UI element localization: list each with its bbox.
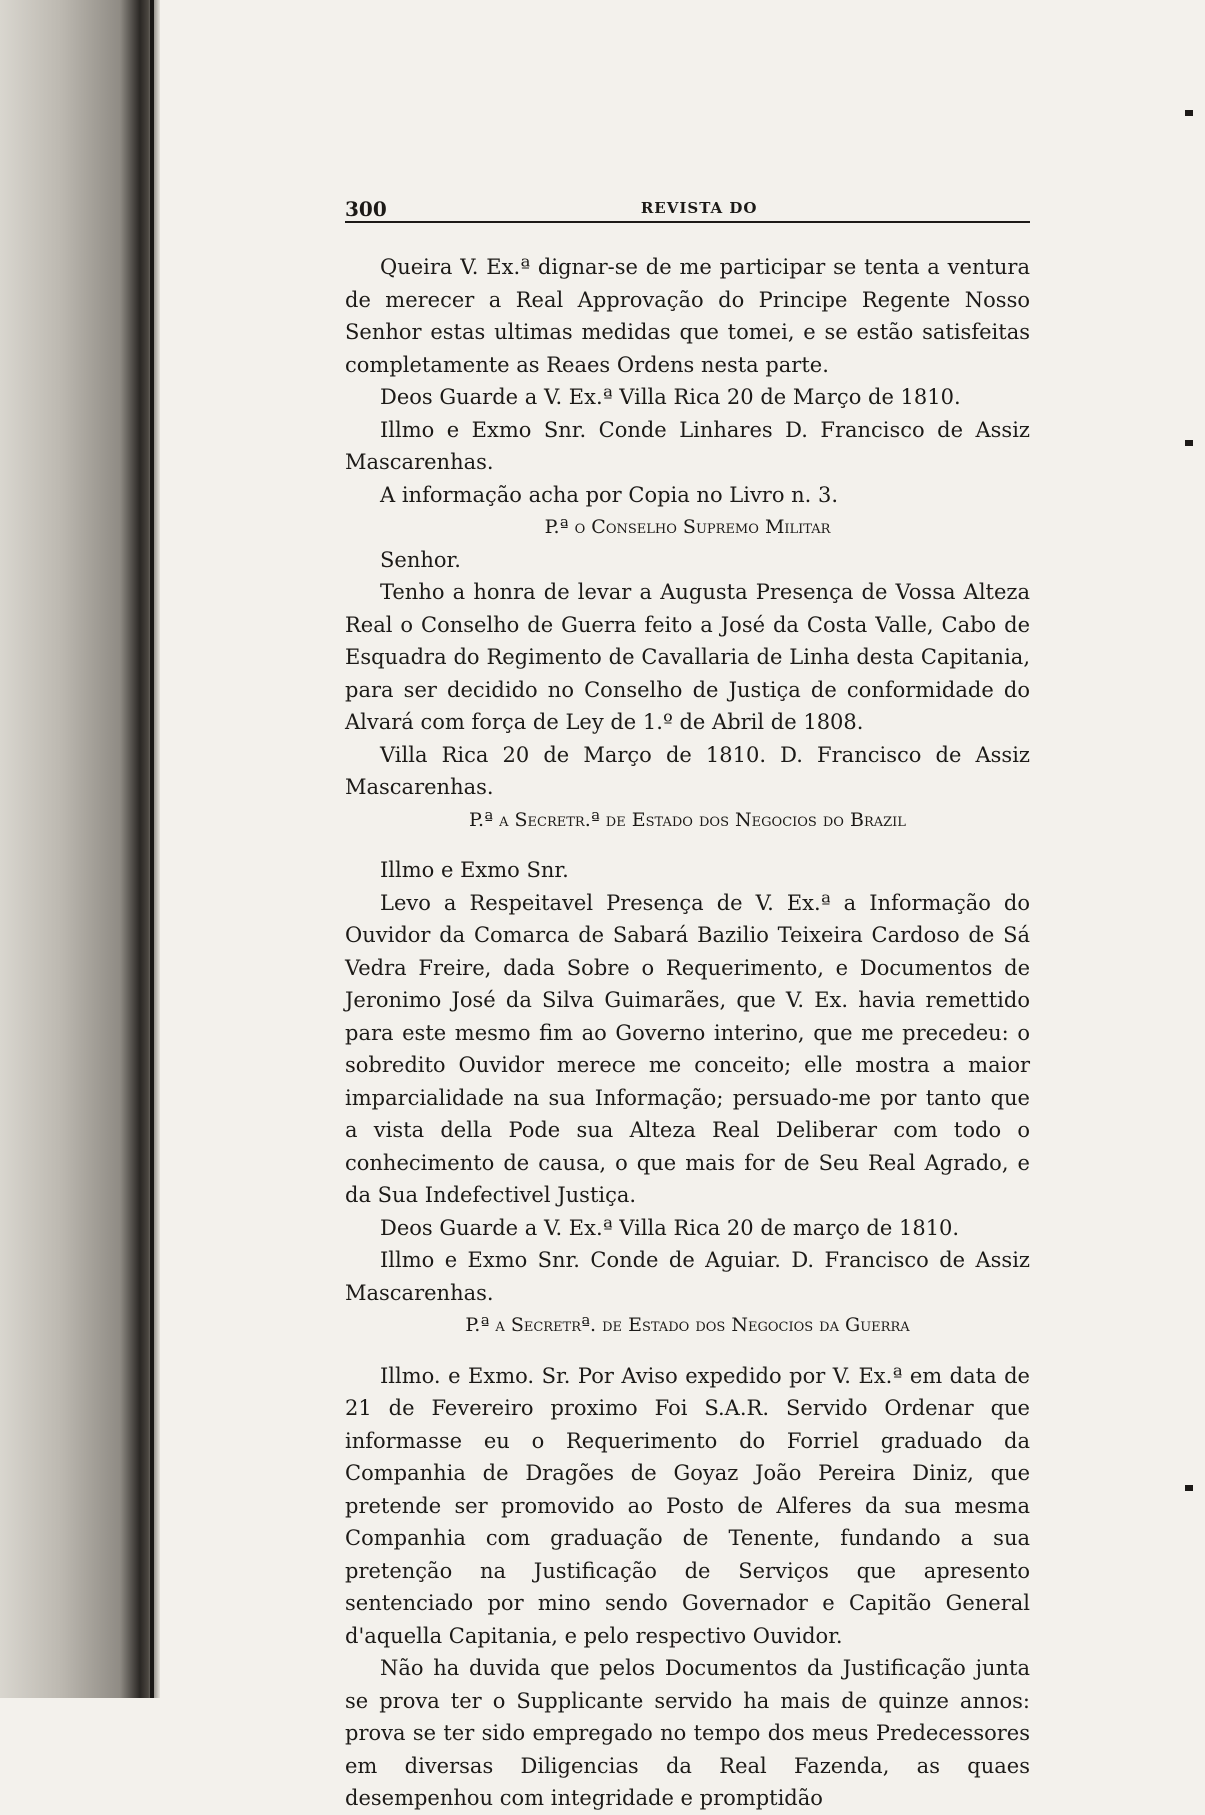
- salutation: Senhor.: [380, 547, 461, 572]
- document-page: [345, 185, 1030, 1815]
- paragraph: Tenho a honra de levar a Augusta Presença de Vossa Alteza Real o Conselho de Guerra feito a José da Costa Valle, Cabo de Esquadra do Regimento de Cavallaria de Linha desta Capitania, para ser decidido no Conselho de Justiça de conformidade do Alvará com força de Ley de 1.º de Abril de 1808.: [345, 580, 1030, 734]
- paragraph: Deos Guarde a V. Ex.ª Villa Rica 20 de Março de 1810.: [380, 385, 961, 409]
- running-head: REVISTA DO: [640, 199, 758, 217]
- paragraph: Queira V. Ex.ª dignar-se de me participar se tenta a ventura de merecer a Real Approvação do Principe Regente Nosso Senhor estas ultimas medidas que tomei, e se estão satisfeitas completamente as Reaes Ordens nesta parte.: [345, 255, 1030, 377]
- paragraph: Villa Rica 20 de Março de 1810. D. Francisco de Assiz Mascarenhas.: [345, 742, 1030, 799]
- section-heading: P.ª o Conselho Supremo Militar: [544, 516, 831, 538]
- paragraph: Illmo. e Exmo. Sr. Por Aviso expedido por V. Ex.ª em data de 21 de Fevereiro proximo Foi S.A.R. Servido Ordenar que informasse eu o Requerimento do Forriel graduado da Companhia de Dragões de Goyaz João Pereira Diniz, que pretende ser promovido ao Posto de Alferes da sua mesma Companhia com graduação de Tenente, fundando a sua pretenção na Justificação de Serviços que apresento sentenciado por mino sendo Governador e Capitão General d'aquella Capitania, e pelo respectivo Ouvidor.: [345, 1363, 1030, 1648]
- paragraph: Levo a Respeitavel Presença de V. Ex.ª a Informação do Ouvidor da Comarca de Sabará Bazilio Teixeira Cardoso de Sá Vedra Freire, dada Sobre o Requerimento, e Documentos de Jeronimo José da Silva Guimarães, que V. Ex. havia remettido para este mesmo fim ao Governo interino, que me precedeu: o sobredito Ouvidor merece me conceito; elle mostra a maior imparcialidade na sua Informação; persuado-me por tanto que a vista della Pode sua Alteza Real Deliberar com todo o conhecimento de causa, o que mais for de Seu Real Agrado, e da Sua Indefectivel Justiça.: [345, 890, 1030, 1207]
- page-body: [345, 251, 1030, 1815]
- page-header: [345, 185, 1030, 223]
- margin-mark: [1185, 1485, 1193, 1491]
- paragraph: Illmo e Exmo Snr. Conde Linhares D. Francisco de Assiz Mascarenhas.: [345, 417, 1030, 474]
- salutation: Illmo e Exmo Snr.: [380, 858, 569, 882]
- section-heading: P.ª a Secretrª. de Estado dos Negocios da Guerra: [465, 1314, 910, 1336]
- paragraph: Deos Guarde a V. Ex.ª Villa Rica 20 de março de 1810.: [380, 1215, 960, 1240]
- book-gutter: [0, 0, 160, 1698]
- paragraph: A informação acha por Copia no Livro n. 3.: [380, 482, 839, 507]
- margin-mark: [1185, 440, 1193, 446]
- section-heading: P.ª a Secretr.ª de Estado dos Negocios do Brazil: [469, 808, 906, 831]
- margin-mark: [1185, 110, 1193, 116]
- paragraph: Não ha duvida que pelos Documentos da Justificação junta se prova ter o Supplicante servido ha mais de quinze annos: prova se ter sido empregado no tempo dos meus Predecessores em diversas Diligencias da Real Fazenda, as quaes desempenhou com integridade e promptidão: [345, 1656, 1030, 1810]
- page-number: 300: [345, 197, 387, 221]
- paragraph: Illmo e Exmo Snr. Conde de Aguiar. D. Francisco de Assiz Mascarenhas.: [345, 1248, 1030, 1305]
- binding-edge: [150, 0, 154, 1698]
